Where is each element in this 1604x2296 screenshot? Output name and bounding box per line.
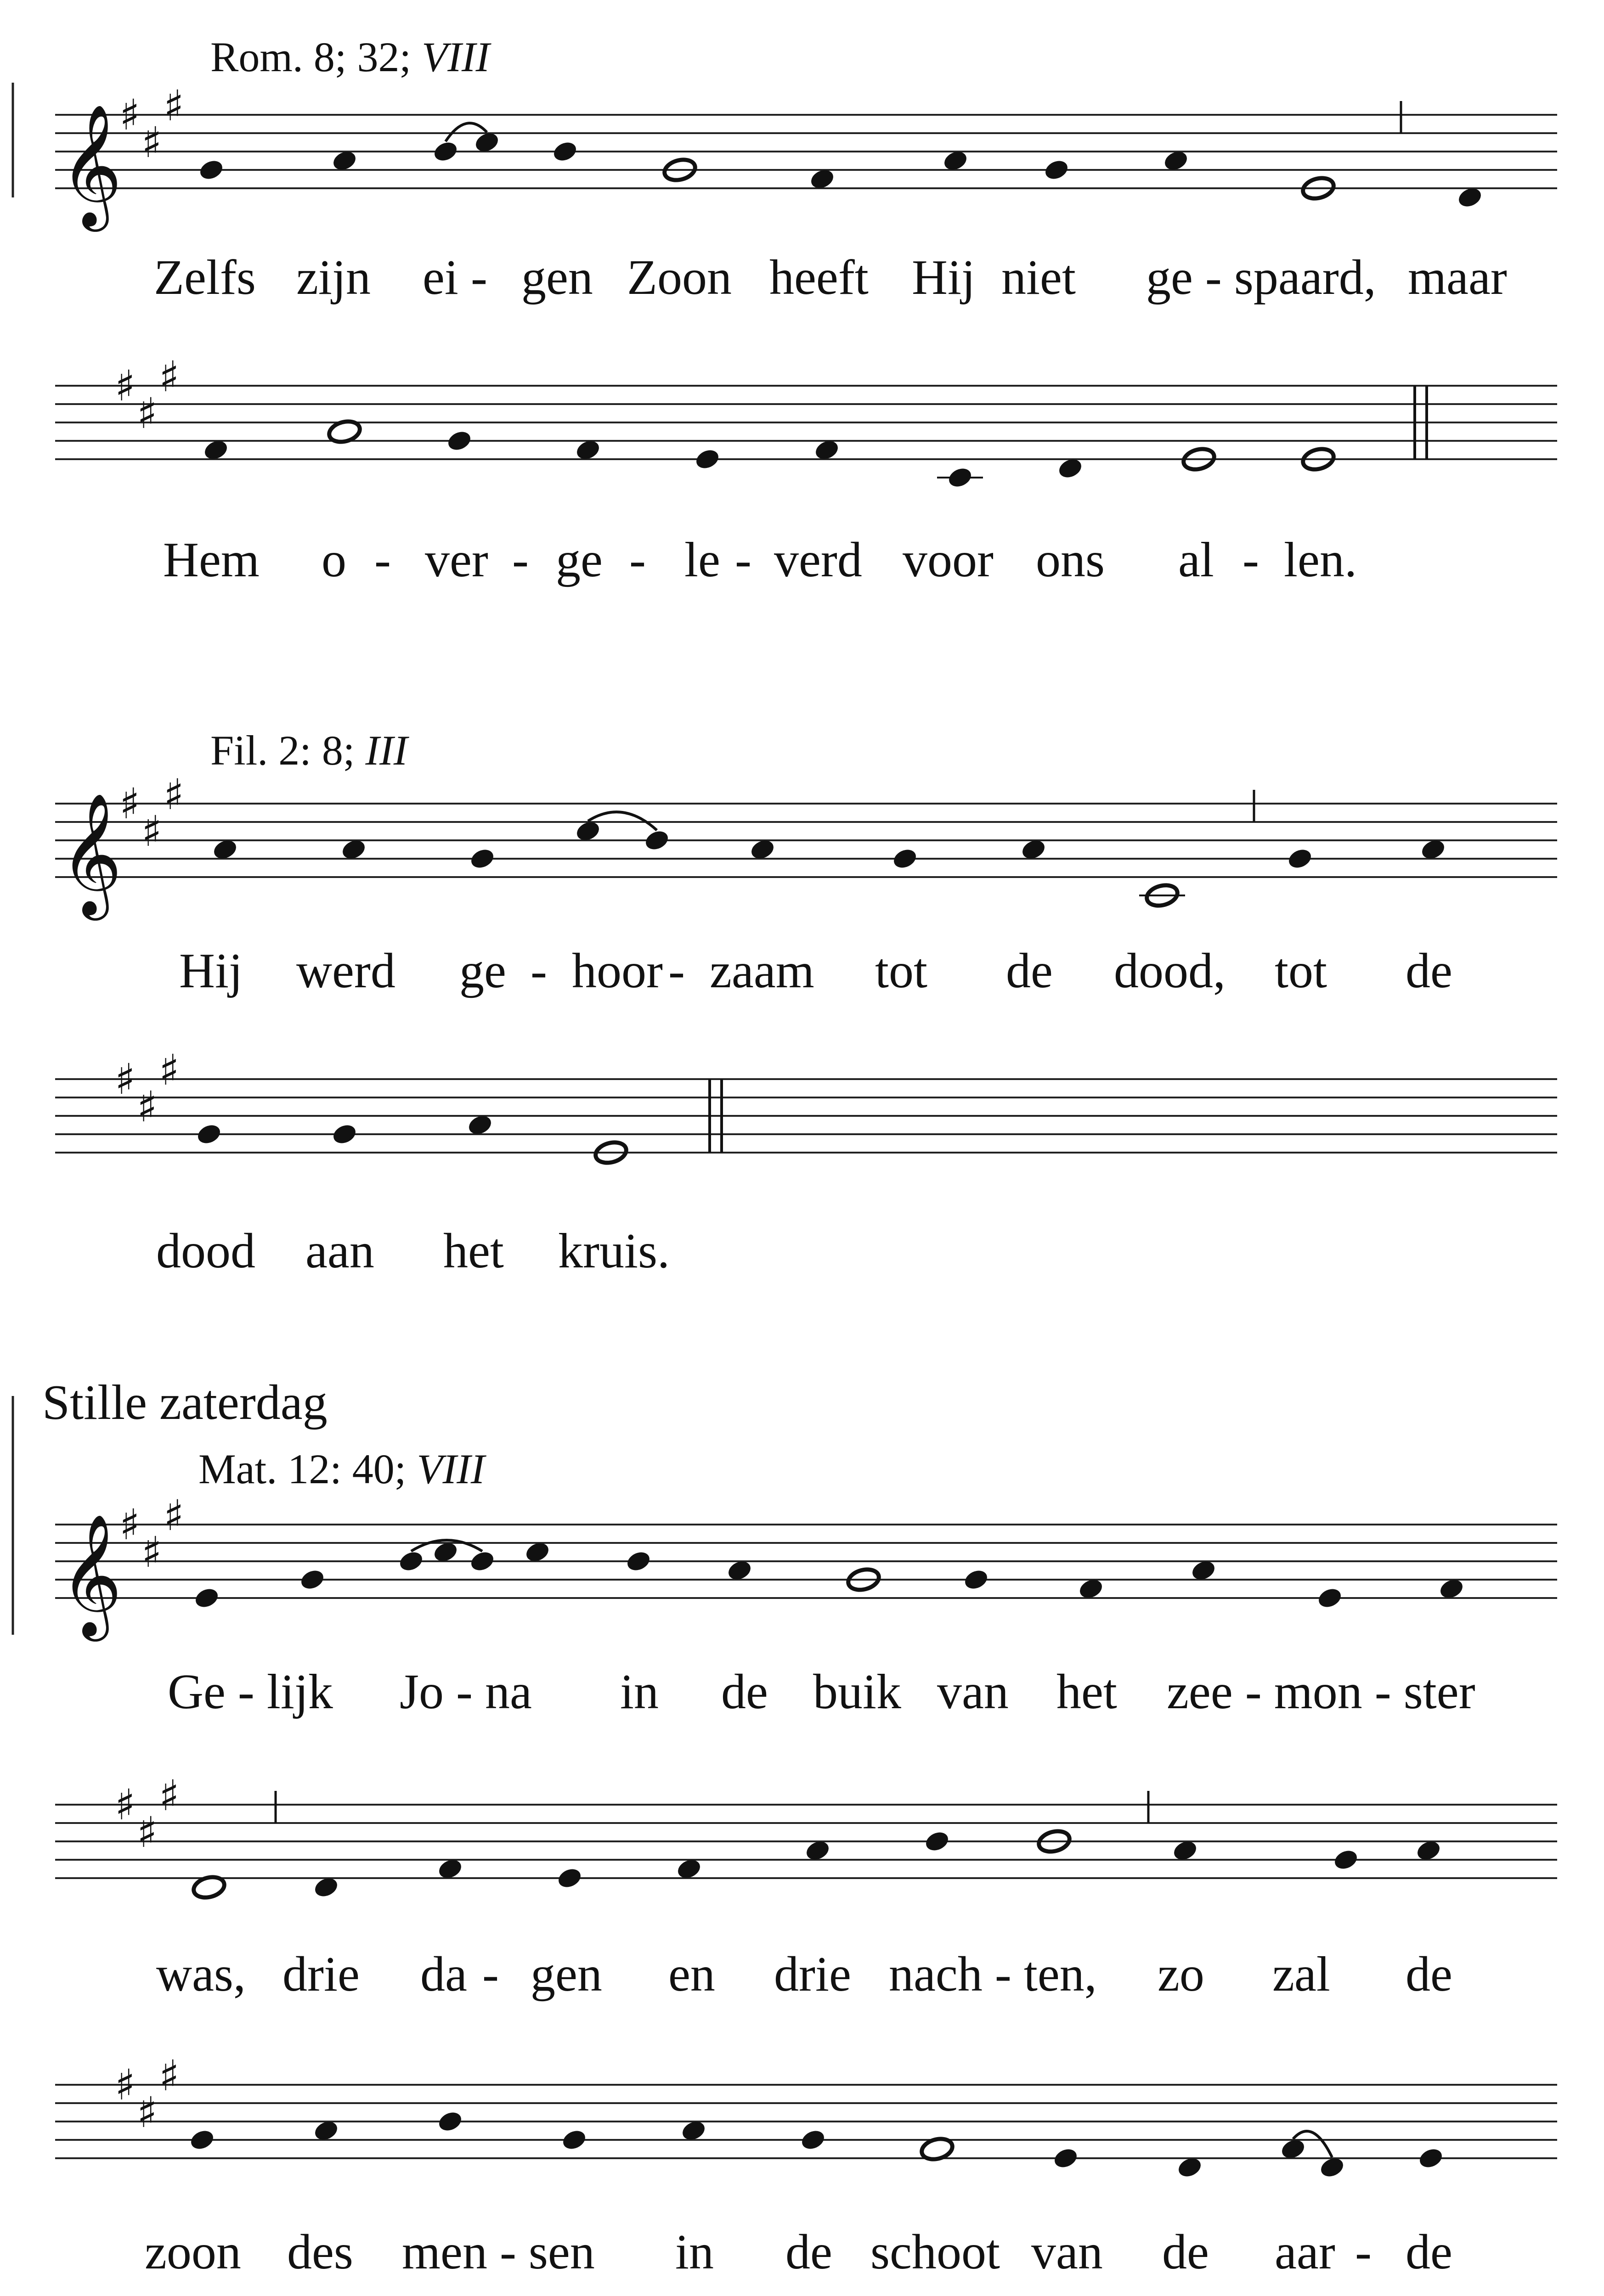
sharp-icon: ♯: [164, 770, 184, 819]
chant-mode: III: [365, 727, 408, 774]
sharp-icon: ♯: [115, 2060, 136, 2110]
lyric-line: zoon des men - sen in de schoot van de aar - de: [145, 2225, 1452, 2279]
chant-reference: Fil. 2: 8; III: [210, 727, 410, 774]
sharp-icon: ♯: [164, 81, 184, 130]
sharp-icon: ♯: [115, 361, 136, 411]
sharp-icon: ♯: [159, 1046, 180, 1095]
chant-reference: Mat. 12: 40; VIII: [198, 1446, 487, 1492]
sharp-icon: ♯: [115, 1780, 136, 1829]
treble-clef-icon: 𝄞: [60, 104, 122, 226]
sharp-icon: ♯: [137, 389, 158, 438]
sharp-icon: ♯: [119, 90, 140, 140]
treble-clef-icon: 𝄞: [60, 793, 122, 915]
sharp-icon: ♯: [164, 1491, 184, 1540]
treble-clef-icon: 𝄞: [60, 1514, 122, 1636]
sharp-icon: ♯: [119, 779, 140, 828]
chant-reference: Rom. 8; 32; VIII: [210, 34, 492, 80]
lyric-line: dood aan het kruis.: [156, 1224, 670, 1278]
sharp-icon: ♯: [159, 352, 180, 401]
sharp-icon: ♯: [141, 807, 162, 856]
sharp-icon: ♯: [137, 1808, 158, 1857]
lyric-line: Ge - lijk Jo - na in de buik van het zee - mon - ster: [168, 1665, 1475, 1719]
lyric-line: was, drie da - gen en drie nach - ten, zo zal de: [156, 1947, 1452, 2002]
chant-mode: VIII: [422, 34, 490, 80]
lyric-line: Hem o - ver - ge - le - verd voor ons al - len.: [163, 533, 1357, 587]
sharp-icon: ♯: [159, 2051, 180, 2100]
chant-mode: VIII: [417, 1446, 485, 1492]
section-heading: Stille zaterdag: [42, 1375, 328, 1430]
sharp-icon: ♯: [137, 1082, 158, 1131]
sharp-icon: ♯: [141, 1528, 162, 1577]
sharp-icon: ♯: [115, 1055, 136, 1104]
sharp-icon: ♯: [137, 2088, 158, 2137]
sharp-icon: ♯: [141, 118, 162, 167]
sharp-icon: ♯: [159, 1771, 180, 1820]
sharp-icon: ♯: [119, 1500, 140, 1549]
lyric-line: Zelfs zijn ei - gen Zoon heeft Hij niet ge - spaard, maar: [154, 250, 1507, 305]
lyric-line: Hij werd ge - hoor - zaam tot de dood, tot de: [179, 944, 1452, 998]
